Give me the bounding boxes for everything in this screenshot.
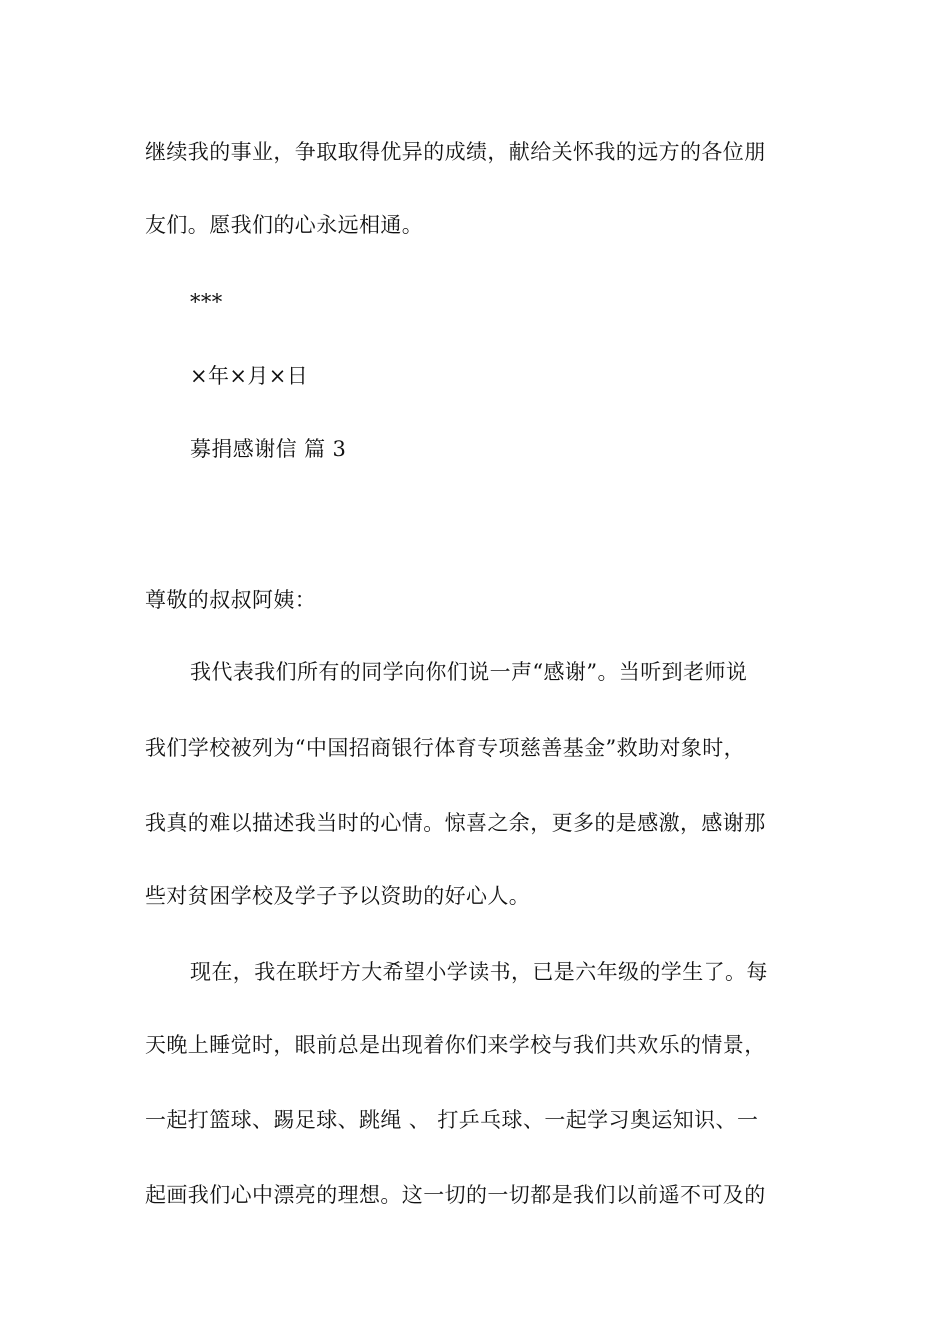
paragraph-line: 我们学校被列为“中国招商银行体育专项慈善基金”救助对象时，	[145, 736, 746, 760]
paragraph-line: 我真的难以描述我当时的心情。惊喜之余，更多的是感激，感谢那	[145, 811, 766, 835]
paragraph-line: 现在，我在联圩方大希望小学读书，已是六年级的学生了。每	[190, 960, 768, 984]
date-line: ×年×月×日	[190, 364, 309, 388]
section-title: 募捐感谢信 篇 3	[190, 437, 347, 461]
paragraph-line: 我代表我们所有的同学向你们说一声“感谢”。当听到老师说	[190, 660, 748, 684]
salutation: 尊敬的叔叔阿姨：	[145, 588, 317, 612]
paragraph-line: 友们。愿我们的心永远相通。	[145, 213, 424, 237]
signature-mark: ***	[190, 290, 223, 314]
paragraph-line: 天晚上睡觉时，眼前总是出现着你们来学校与我们共欢乐的情景，	[145, 1033, 766, 1057]
paragraph-line: 继续我的事业，争取取得优异的成绩，献给关怀我的远方的各位朋	[145, 140, 766, 164]
paragraph-line: 一起打篮球、踢足球、跳绳 、 打乒乓球、一起学习奥运知识、一	[145, 1108, 759, 1132]
paragraph-line: 些对贫困学校及学子予以资助的好心人。	[145, 884, 531, 908]
paragraph-line: 起画我们心中漂亮的理想。这一切的一切都是我们以前遥不可及的	[145, 1183, 766, 1207]
